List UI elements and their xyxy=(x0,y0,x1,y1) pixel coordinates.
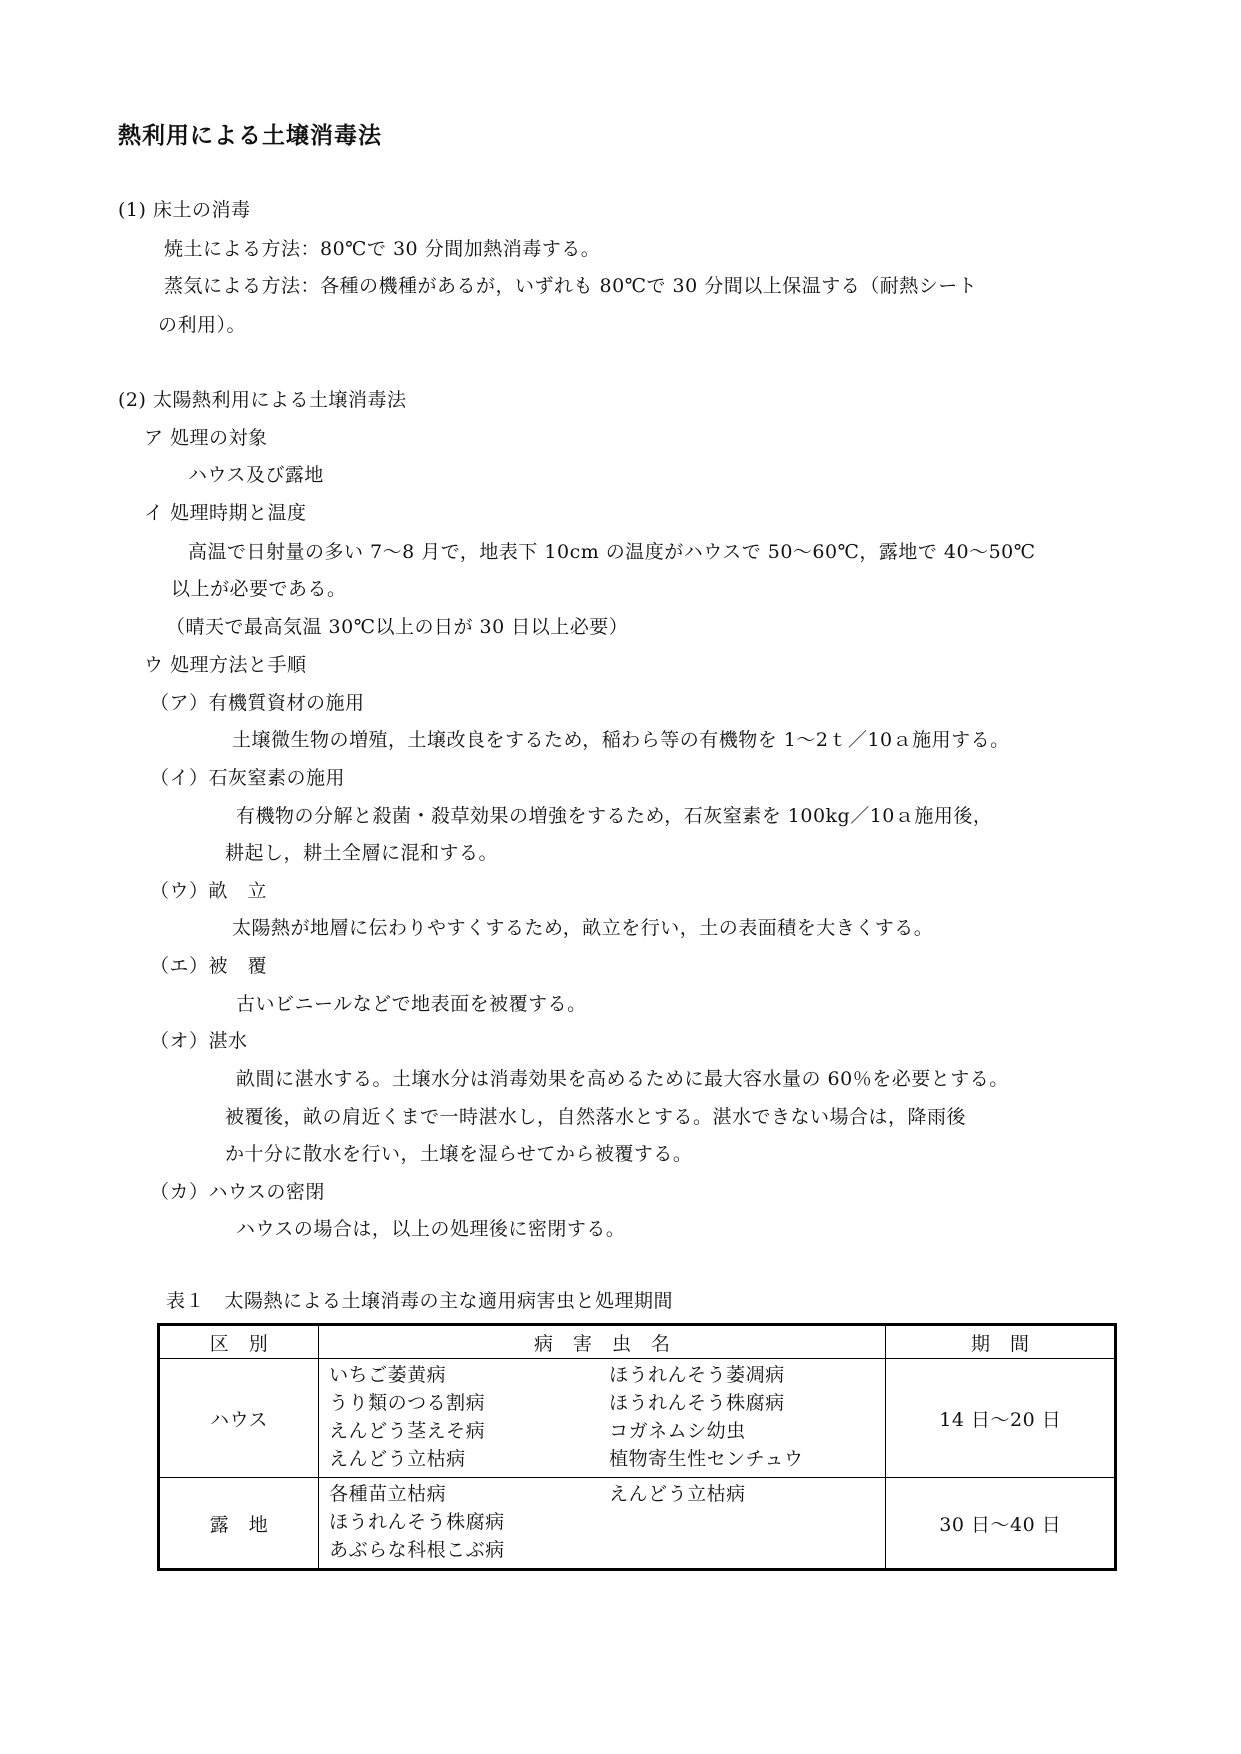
step6-text: ハウスの場合は，以上の処理後に密閉する。 xyxy=(236,1218,626,1240)
header-category: 区 別 xyxy=(159,1325,319,1359)
header-period: 期 間 xyxy=(886,1325,1116,1359)
pest-table xyxy=(157,1323,1117,1571)
pest-item: 各種苗立枯病 xyxy=(329,1483,447,1505)
section1-line3: の利用）。 xyxy=(158,314,247,336)
step4-text: 古いビニールなどで地表面を被覆する。 xyxy=(236,993,587,1015)
pest-item: あぶらな科根こぶ病 xyxy=(329,1539,505,1561)
item-i-heading: イ 処理時期と温度 xyxy=(144,502,307,524)
section1-line2: 蒸気による方法：各種の機種があるが，いずれも 80℃で 30 分間以上保温する（耐熱シート xyxy=(164,275,978,297)
row-period: 14 日～20 日 xyxy=(886,1359,1116,1478)
item-a-text: ハウス及び露地 xyxy=(188,464,324,486)
table-header-row xyxy=(159,1325,1116,1359)
item-i-text3: （晴天で最高気温 30℃以上の日が 30 日以上必要） xyxy=(166,616,629,638)
step5-text2: 被覆後，畝の肩近くまで一時湛水し，自然落水とする。湛水できない場合は，降雨後 xyxy=(225,1106,967,1128)
step5-text1: 畝間に湛水する。土壌水分は消毒効果を高めるために最大容水量の 60％を必要とする。 xyxy=(236,1068,1009,1090)
item-i-text1: 高温で日射量の多い 7～8 月で，地表下 10cm の温度がハウスで 50～60℃，露地で 40～50℃ xyxy=(188,541,1036,563)
pest-item: ほうれんそう株腐病 xyxy=(329,1511,505,1533)
item-a-heading: ア 処理の対象 xyxy=(144,427,268,449)
pest-item: 植物寄生性センチュウ xyxy=(609,1448,804,1470)
pest-item xyxy=(609,1508,877,1536)
row-period: 30 日～40 日 xyxy=(886,1478,1116,1570)
pest-item: コガネムシ幼虫 xyxy=(609,1420,746,1442)
section1-line1: 焼土による方法：80℃で 30 分間加熱消毒する。 xyxy=(164,238,601,260)
item-i-text2: 以上が必要である。 xyxy=(171,578,347,600)
step3-text: 太陽熱が地層に伝わりやすくするため，畝立を行い，土の表面積を大きくする。 xyxy=(232,917,934,939)
step2-heading: （イ）石灰窒素の施用 xyxy=(150,767,346,789)
section2-heading: (2) 太陽熱利用による土壌消毒法 xyxy=(118,389,407,411)
section1-heading: (1) 床土の消毒 xyxy=(118,199,251,221)
table-caption: 表１ 太陽熱による土壌消毒の主な適用病害虫と処理期間 xyxy=(166,1290,674,1312)
page-title: 熱利用による土壌消毒法 xyxy=(118,123,382,149)
pest-item xyxy=(609,1536,877,1564)
pest-item: ほうれんそう株腐病 xyxy=(609,1392,785,1414)
header-pest-name: 病 害 虫 名 xyxy=(319,1325,886,1359)
pest-item: いちご萎黄病 xyxy=(329,1364,447,1386)
pest-item: えんどう立枯病 xyxy=(609,1483,746,1505)
pest-item: うり類のつる割病 xyxy=(329,1392,486,1414)
step2-text1: 有機物の分解と殺菌・殺草効果の増強をするため，石灰窒素を 100kg／10ａ施用後， xyxy=(236,805,993,827)
pest-item: ほうれんそう萎凋病 xyxy=(609,1364,785,1386)
step4-heading: （エ）被 覆 xyxy=(150,955,268,977)
table-row xyxy=(159,1478,1116,1570)
step2-text2: 耕起し，耕土全層に混和する。 xyxy=(225,842,499,864)
step5-heading: （オ）湛水 xyxy=(150,1030,248,1052)
row-category: 露 地 xyxy=(159,1478,319,1570)
step1-heading: （ア）有機質資材の施用 xyxy=(150,692,365,714)
step5-text3: か十分に散水を行い，土壌を湿らせてから被覆する。 xyxy=(225,1143,693,1165)
step6-heading: （カ）ハウスの密閉 xyxy=(150,1181,325,1203)
row-pests xyxy=(319,1478,886,1570)
step3-heading: （ウ）畝 立 xyxy=(150,880,268,902)
pest-item: えんどう茎えそ病 xyxy=(329,1420,486,1442)
step1-text: 土壌微生物の増殖，土壌改良をするため，稲わら等の有機物を 1～2ｔ／10ａ施用する。 xyxy=(232,729,1010,751)
table-row xyxy=(159,1359,1116,1478)
item-u-heading: ウ 処理方法と手順 xyxy=(144,654,307,676)
pest-item: えんどう立枯病 xyxy=(329,1448,466,1470)
row-pests xyxy=(319,1359,886,1478)
row-category: ハウス xyxy=(159,1359,319,1478)
